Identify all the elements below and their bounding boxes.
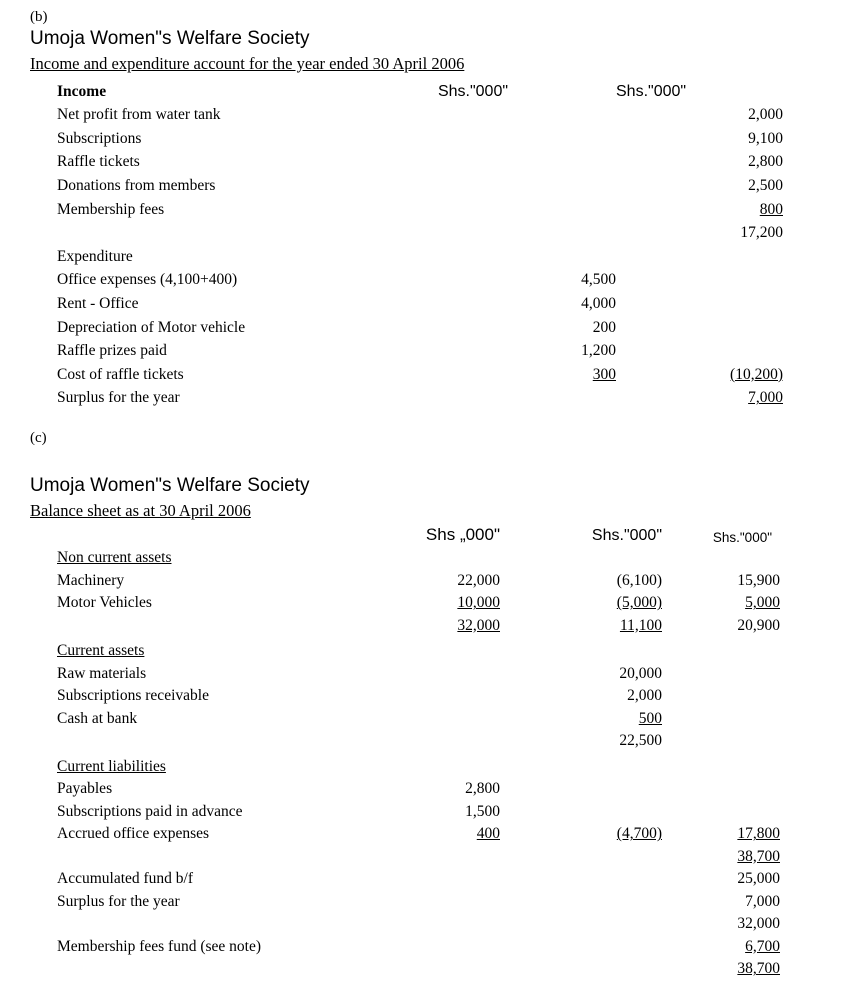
table-row	[30, 289, 818, 313]
current-assets-header: Current assets	[57, 642, 145, 660]
amount-col3: 15,900	[737, 571, 780, 589]
col-header-shs-mid: Shs."000"	[437, 82, 509, 100]
table-row	[30, 360, 818, 384]
amount-mid: 300	[592, 365, 616, 383]
section-c-balance-sheet	[30, 429, 818, 978]
row-label: Rent - Office	[57, 294, 139, 312]
table-row	[30, 843, 818, 866]
section-marker-c: (c)	[30, 430, 47, 447]
table-row	[30, 384, 818, 408]
amount-right: 800	[759, 200, 783, 218]
amount-col3: 38,700	[737, 960, 780, 978]
table-row	[30, 753, 818, 776]
table-row	[30, 590, 818, 613]
table-row	[30, 171, 818, 195]
amount-col2: (4,700)	[616, 825, 662, 843]
section-marker-b: (b)	[30, 9, 48, 25]
balance-sheet-table	[30, 522, 818, 978]
income-expenditure-table	[30, 77, 818, 407]
row-label: Motor Vehicles	[57, 594, 152, 612]
amount-col1: 1,500	[465, 802, 500, 820]
table-row	[30, 242, 818, 266]
amount-col2: (5,000)	[616, 594, 662, 612]
amount-col1: 22,000	[457, 571, 500, 589]
amount-col1: 400	[476, 825, 500, 843]
row-label: Office expenses (4,100+400)	[57, 271, 238, 289]
table-row	[30, 612, 818, 635]
table-row	[30, 567, 818, 590]
table-row	[30, 101, 818, 125]
col-header-shs-3: Shs."000"	[712, 529, 772, 545]
society-title-b: Umoja Women"s Welfare Society	[30, 28, 310, 49]
amount-col3: 25,000	[737, 870, 780, 888]
row-label: Subscriptions paid in advance	[57, 802, 243, 820]
row-label: Cash at bank	[57, 709, 138, 727]
row-label: Raw materials	[57, 664, 147, 682]
amount-mid: 1,200	[581, 342, 616, 360]
table-row	[30, 933, 818, 956]
amount-col3: 7,000	[745, 892, 780, 910]
amount-col3: 20,900	[737, 616, 780, 634]
amount-col3: 38,700	[737, 847, 780, 865]
amount-col1: 10,000	[457, 594, 500, 612]
col-header-shs-1: Shs „000"	[425, 524, 500, 544]
amount-col3: 6,700	[745, 937, 780, 955]
table-row	[30, 776, 818, 799]
amount-col3: 17,800	[737, 825, 780, 843]
col-header-shs-right: Shs."000"	[616, 82, 687, 100]
table-row	[30, 888, 818, 911]
amount-col2: 2,000	[627, 687, 662, 705]
table-row	[30, 545, 818, 568]
table-row	[30, 866, 818, 889]
amount-right: 7,000	[748, 389, 783, 407]
table-row	[30, 911, 818, 934]
row-label: Surplus for the year	[57, 389, 180, 407]
row-label: Surplus for the year	[57, 892, 180, 910]
income-expenditure-subtitle: Income and expenditure account for the year ended 30 April 2006	[30, 54, 465, 73]
table-row	[30, 195, 818, 219]
amount-right: 2,500	[748, 176, 783, 194]
row-label: Raffle prizes paid	[57, 342, 167, 360]
amount-col3: 32,000	[737, 915, 780, 933]
row-label: Payables	[57, 780, 113, 798]
row-label: Raffle tickets	[57, 153, 140, 171]
row-label: Net profit from water tank	[57, 106, 221, 124]
balance-sheet-subtitle: Balance sheet as at 30 April 2006	[30, 501, 251, 521]
non-current-assets-header: Non current assets	[57, 549, 172, 567]
amount-col2: 11,100	[619, 616, 662, 634]
current-liabilities-header: Current liabilities	[57, 757, 166, 775]
table-row	[30, 683, 818, 706]
table-row	[30, 124, 818, 148]
amount-col1: 32,000	[457, 616, 500, 634]
amount-right: 2,000	[748, 106, 783, 124]
row-label: Subscriptions receivable	[57, 687, 209, 705]
amount-col3: 5,000	[745, 594, 780, 612]
expenditure-section-header: Expenditure	[57, 247, 133, 265]
table-row	[30, 638, 818, 661]
table-row	[30, 660, 818, 683]
table-row	[30, 266, 818, 290]
row-label: Depreciation of Motor vehicle	[57, 318, 246, 336]
row-label: Donations from members	[57, 176, 216, 194]
amount-mid: 4,000	[581, 294, 616, 312]
col-header-shs-2: Shs."000"	[591, 526, 662, 544]
row-label: Machinery	[57, 571, 125, 589]
table-row	[30, 821, 818, 844]
amount-col2: 500	[638, 709, 662, 727]
table-row	[30, 728, 818, 751]
row-label: Accrued office expenses	[57, 825, 210, 843]
table-row	[30, 219, 818, 243]
row-label: Subscriptions	[57, 129, 142, 147]
amount-right: 9,100	[748, 129, 783, 147]
table-row	[30, 313, 818, 337]
table-row	[30, 337, 818, 361]
amount-right: 17,200	[740, 224, 783, 242]
table-row	[30, 705, 818, 728]
table-row	[30, 956, 818, 979]
amount-mid: 4,500	[581, 271, 616, 289]
society-title-c: Umoja Women"s Welfare Society	[30, 475, 310, 497]
amount-col2: 22,500	[619, 732, 662, 750]
section-b-income-expenditure	[30, 8, 818, 407]
amount-col2: (6,100)	[616, 571, 662, 589]
row-label: Membership fees fund (see note)	[57, 937, 262, 955]
table-header-row	[30, 77, 818, 101]
row-label: Cost of raffle tickets	[57, 365, 184, 383]
amount-mid: 200	[592, 318, 616, 336]
amount-col1: 2,800	[465, 780, 500, 798]
row-label: Accumulated fund b/f	[57, 870, 194, 888]
amount-right: (10,200)	[730, 365, 783, 383]
amount-right: 2,800	[748, 153, 783, 171]
table-row	[30, 798, 818, 821]
table-row	[30, 148, 818, 172]
amount-col2: 20,000	[619, 664, 662, 682]
row-label: Membership fees	[57, 200, 165, 218]
income-section-header: Income	[57, 82, 107, 100]
table-header-row	[30, 522, 818, 545]
